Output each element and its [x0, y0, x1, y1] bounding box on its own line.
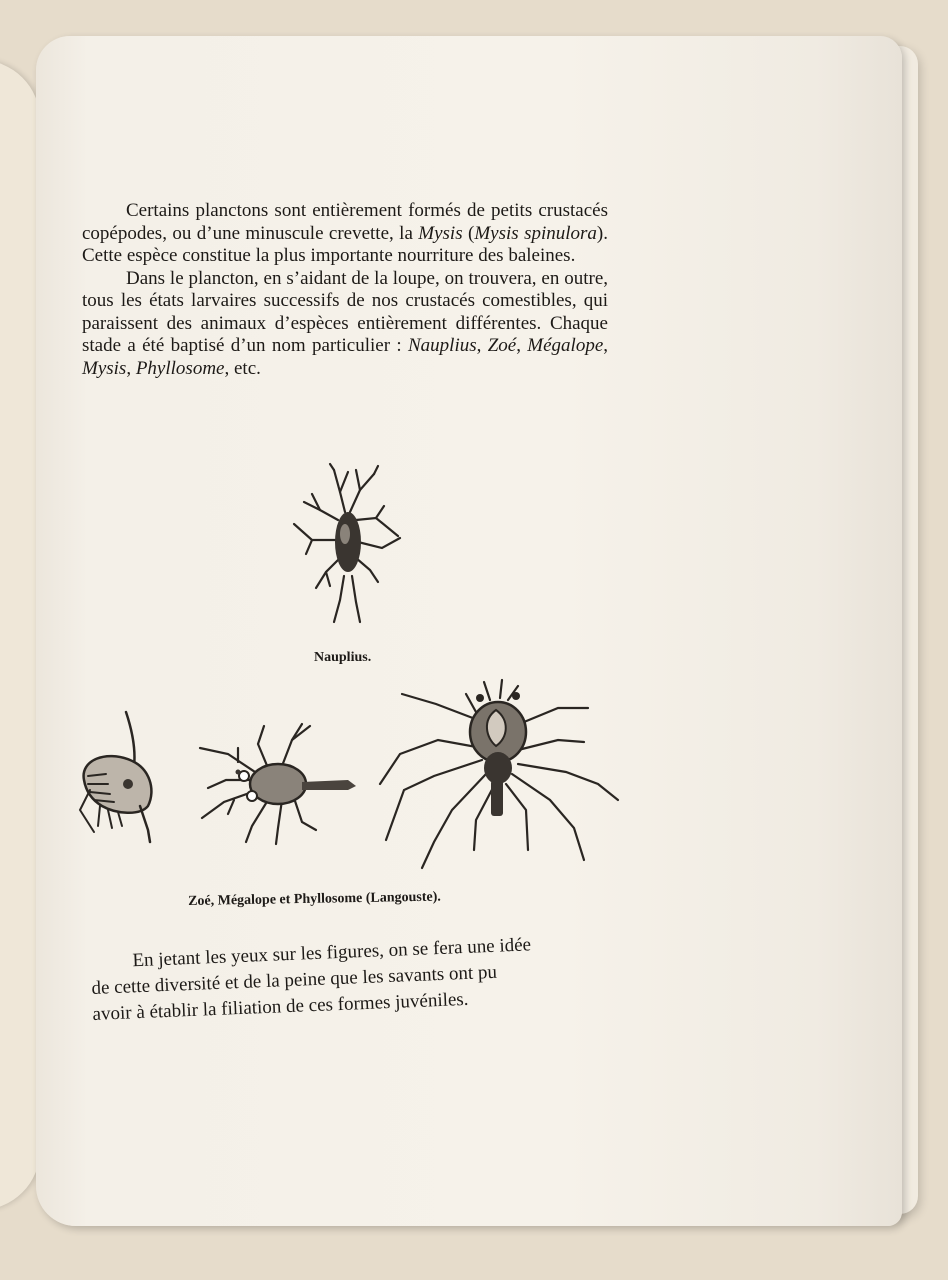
main-text: [82, 200, 608, 380]
paragraph-2-text: , etc.: [224, 357, 261, 379]
separator: ,: [516, 335, 528, 356]
nauplius-italic: Nauplius: [408, 335, 477, 356]
zoe-larva-illustration: [76, 710, 158, 845]
separator: ,: [603, 335, 609, 356]
megalope-italic: Mégalope: [527, 335, 604, 356]
phyllosome-italic: Phyllosome: [135, 357, 225, 379]
separator: ,: [476, 335, 488, 356]
paragraph-1-text: Certains planctons sont entièrement formés de petits crustacés copépodes, ou d’une minuscule crevette, la: [82, 200, 608, 244]
mysis-species-italic: Mysis spinulora: [474, 222, 597, 244]
group-caption: Zoé, Mégalope et Phyllosome (Langouste).: [188, 889, 441, 909]
closing-line-2: de cette diversité et de la peine que les savants ont pu: [91, 961, 498, 999]
paragraph-2-text: Dans le plancton, en s’aidant de la loupe, on trouvera, en outre, tous les états larvaires successifs de nos crustacés comestibles, qui paraissent des animaux d’espèces entièrement différentes. Chaque stade a été baptisé d’un nom particulier :: [82, 267, 608, 356]
mysis-italic: Mysis: [418, 222, 463, 244]
paragraph-1: [82, 200, 608, 268]
separator: ,: [126, 357, 136, 379]
paragraph-2: [82, 268, 608, 381]
nauplius-larva-illustration: [290, 462, 405, 627]
closing-line-1: En jetant les yeux sur les figures, on se fera une idée: [132, 934, 532, 972]
paragraph-1-text: ). Cette espèce constitue la plus importante nourriture des baleines.: [82, 222, 608, 266]
facing-page-edge: [0, 60, 40, 1210]
phyllosome-larva-illustration: [378, 680, 623, 870]
closing-line-3: avoir à établir la filiation de ces formes juvéniles.: [92, 988, 469, 1025]
mysis-italic-2: Mysis: [82, 357, 127, 379]
zoe-italic: Zoé: [487, 335, 517, 356]
megalope-larva-illustration: [198, 718, 358, 846]
paragraph-1-text: (: [462, 222, 475, 244]
nauplius-caption: Nauplius.: [314, 650, 372, 665]
